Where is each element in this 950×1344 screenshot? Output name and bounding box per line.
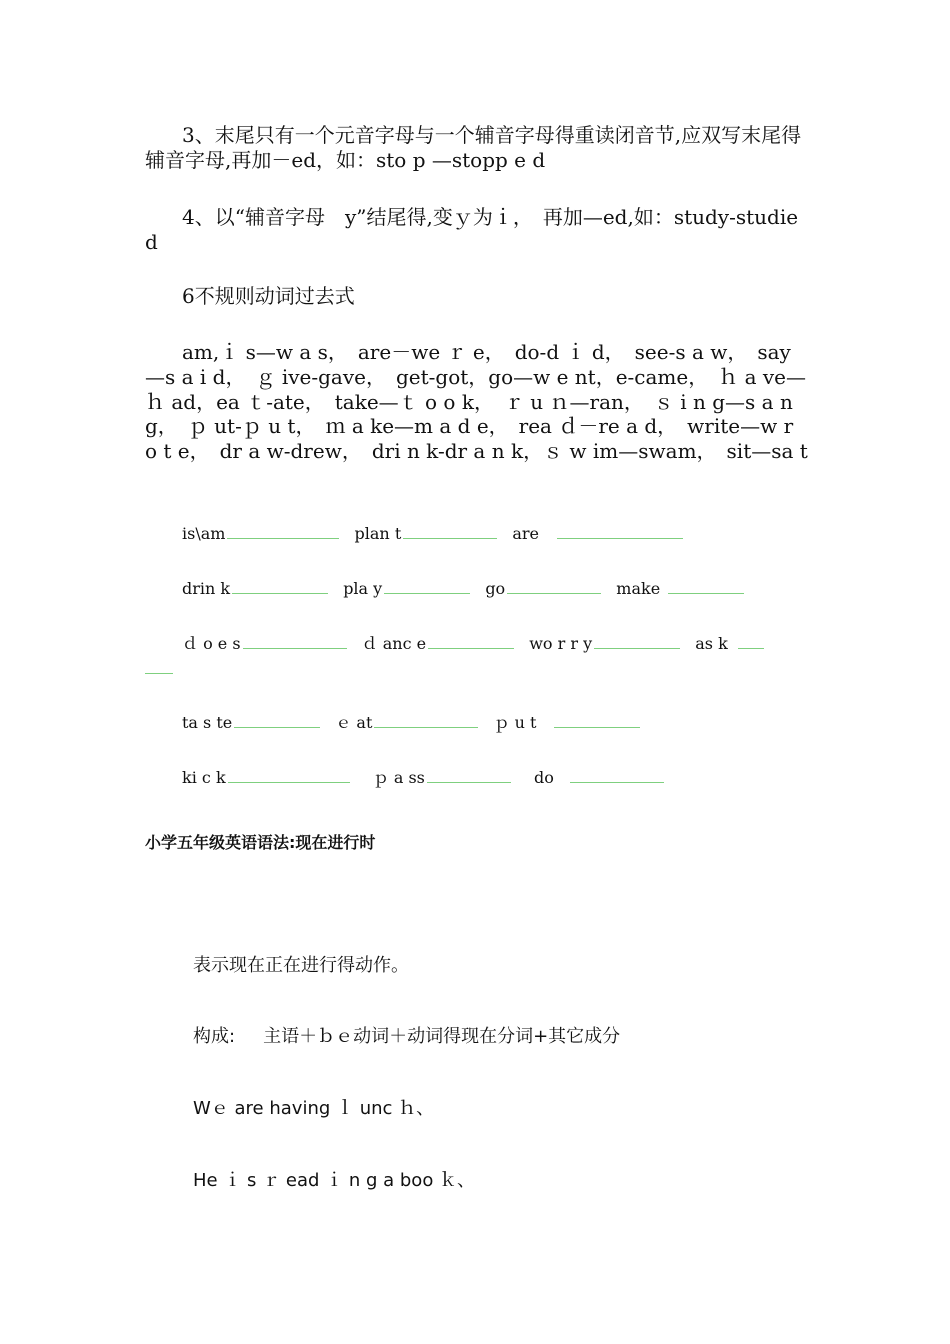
exercise-word: ｅ at	[335, 713, 373, 732]
exercise-item	[182, 522, 339, 544]
example-sentence-2: He ｉ s ｒ ead ｉ n g a boo ｋ、	[193, 1170, 476, 1191]
answer-blank[interactable]	[738, 632, 764, 649]
exercise-row-5	[182, 766, 812, 788]
exercise-item	[343, 577, 470, 599]
exercise-word: do	[533, 768, 554, 787]
exercise-row-2	[182, 577, 812, 599]
exercise-word: is\am	[182, 524, 226, 543]
exercise-item	[335, 711, 478, 733]
exercise-word: ｐ a ss	[372, 768, 425, 787]
answer-blank[interactable]	[554, 711, 640, 728]
irregular-verbs-title: 6不规则动词过去式	[182, 284, 355, 308]
exercise-item	[362, 632, 514, 654]
irregular-verbs-list: am,ｉ s—w a s， are－we ｒ e， do-d ｉ d， see-s a w， say—s a i d， ｇ ive-gave， get-got，go—w e nt，e-came， ｈ a ve—ｈ ad，ea ｔ-ate， take—ｔ o o k， ｒ u ｎ—ran， ｓ i n g—s a n g， ｐ ut-ｐ u t， ｍ a ke—m a d e， rea ｄ－re a d， write—w r o t e， dr a w-drew， dri n k-dr a n k，ｓ w im—swam， sit—sa t	[145, 340, 808, 464]
exercise-word: make	[616, 579, 661, 598]
answer-blank[interactable]	[594, 632, 680, 649]
exercise-word: ｐ u t	[493, 713, 537, 732]
exercise-item	[182, 711, 320, 733]
exercise-word: pla y	[343, 579, 383, 598]
answer-blank-continuation[interactable]	[145, 672, 173, 674]
definition-line: 表示现在正在进行得动作。	[193, 955, 409, 976]
exercise-item	[355, 522, 498, 544]
exercise-row-3	[182, 632, 812, 654]
section-heading: 小学五年级英语语法:现在进行时	[145, 833, 376, 852]
answer-blank[interactable]	[427, 766, 511, 783]
exercise-item	[534, 766, 664, 788]
exercise-word: ta s te	[182, 713, 233, 732]
exercise-word: ｄ anc e	[361, 634, 427, 653]
structure-label: 构成:	[193, 1026, 236, 1047]
exercise-item	[182, 766, 350, 788]
exercise-item	[182, 577, 328, 599]
exercise-item	[529, 632, 680, 654]
answer-blank[interactable]	[507, 577, 601, 594]
answer-blank[interactable]	[227, 522, 339, 539]
exercise-word: are	[512, 524, 539, 543]
exercise-word: drin k	[182, 579, 231, 598]
rule-3-paragraph: 3、末尾只有一个元音字母与一个辅音字母得重读闭音节,应双写末尾得辅音字母,再加－ed，如：sto p —stopp e d	[145, 123, 802, 172]
exercise-word: wo r r y	[529, 634, 593, 653]
answer-blank[interactable]	[668, 577, 744, 594]
structure-formula: 主语＋ｂｅ动词＋动词得现在分词+其它成分	[263, 1026, 621, 1047]
exercise-item	[512, 522, 683, 544]
exercise-item	[494, 711, 641, 733]
exercise-row-4	[182, 711, 812, 733]
answer-blank[interactable]	[403, 522, 497, 539]
answer-blank[interactable]	[570, 766, 664, 783]
answer-blank[interactable]	[428, 632, 514, 649]
exercise-row-1	[182, 522, 812, 544]
exercise-item	[373, 766, 511, 788]
answer-blank[interactable]	[232, 577, 328, 594]
exercise-item	[485, 577, 601, 599]
exercise-item	[182, 632, 347, 654]
answer-blank[interactable]	[384, 577, 470, 594]
answer-blank[interactable]	[228, 766, 350, 783]
exercise-word: go	[485, 579, 506, 598]
exercise-item	[695, 632, 764, 654]
example-sentence-1: Wｅ are having ｌ unc ｈ、	[193, 1098, 435, 1119]
exercise-word: ｄ o e s	[182, 634, 241, 653]
rule-4-paragraph: 4、以“辅音字母 y”结尾得,变ｙ为ｉ， 再加—ed,如：study-studied	[145, 205, 799, 254]
answer-blank[interactable]	[374, 711, 478, 728]
answer-blank[interactable]	[557, 522, 683, 539]
exercise-word: as k	[695, 634, 728, 653]
exercise-word: plan t	[354, 524, 402, 543]
answer-blank[interactable]	[234, 711, 320, 728]
exercise-word: ki c k	[182, 768, 226, 787]
answer-blank[interactable]	[243, 632, 347, 649]
structure-line	[193, 1025, 620, 1049]
exercise-item	[616, 577, 744, 599]
